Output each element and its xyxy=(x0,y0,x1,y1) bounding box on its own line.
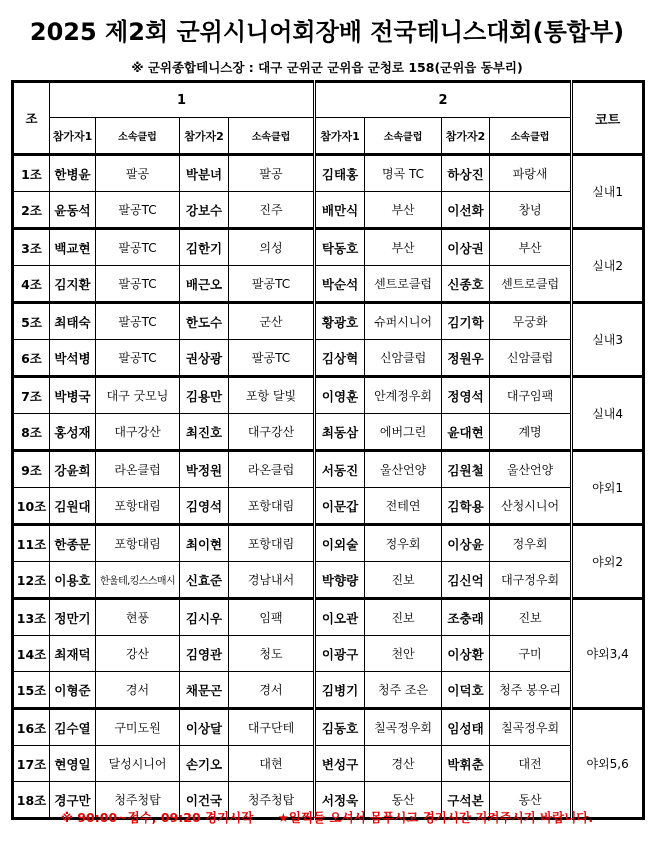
club2-g2: 칠곡정우회 xyxy=(490,709,572,746)
club1-g1: 포항대림 xyxy=(96,525,180,562)
player2-g2: 하상진 xyxy=(442,155,490,192)
player1-g1: 김원대 xyxy=(50,488,96,525)
header-club2-g2: 소속클럽 xyxy=(490,118,572,155)
club1-g1: 청주청탑 xyxy=(96,782,180,819)
club2-g2: 부산 xyxy=(490,229,572,266)
table-row xyxy=(13,525,644,562)
club2-g1: 청도 xyxy=(229,636,315,672)
club1-g2: 정우회 xyxy=(365,525,442,562)
group-number: 14조 xyxy=(13,636,50,672)
court-assignment: 실내3 xyxy=(572,303,644,377)
player1-g2: 이외술 xyxy=(315,525,365,562)
table-row xyxy=(13,562,644,599)
club2-g1: 의성 xyxy=(229,229,315,266)
player1-g2: 이문갑 xyxy=(315,488,365,525)
player2-g1: 김영관 xyxy=(180,636,229,672)
club1-g1: 팔공 xyxy=(96,155,180,192)
player1-g2: 김동호 xyxy=(315,709,365,746)
player1-g2: 박향량 xyxy=(315,562,365,599)
club1-g2: 센트로클럽 xyxy=(365,266,442,303)
club2-g1: 청주청탑 xyxy=(229,782,315,819)
player1-g2: 최동삼 xyxy=(315,414,365,451)
club1-g1: 팔공TC xyxy=(96,266,180,303)
court-assignment: 야외3,4 xyxy=(572,599,644,709)
club1-g2: 부산 xyxy=(365,229,442,266)
group-number: 16조 xyxy=(13,709,50,746)
club1-g1: 팔공TC xyxy=(96,303,180,340)
group-number: 17조 xyxy=(13,746,50,782)
player2-g1: 김영석 xyxy=(180,488,229,525)
club1-g2: 진보 xyxy=(365,599,442,636)
player2-g2: 이상환 xyxy=(442,636,490,672)
venue-subtitle: ※ 군위종합테니스장 : 대구 군위군 군위읍 군청로 158(군위읍 동부리) xyxy=(131,60,523,75)
player1-g2: 서정욱 xyxy=(315,782,365,819)
club1-g1: 팔공TC xyxy=(96,192,180,229)
club1-g1: 현풍 xyxy=(96,599,180,636)
table-row xyxy=(13,746,644,782)
club2-g2: 동산 xyxy=(490,782,572,819)
group-number: 12조 xyxy=(13,562,50,599)
header-group-2: 2 xyxy=(315,82,572,118)
club2-g2: 구미 xyxy=(490,636,572,672)
group-number: 6조 xyxy=(13,340,50,377)
club1-g1: 대구강산 xyxy=(96,414,180,451)
club1-g1: 경서 xyxy=(96,672,180,709)
player1-g1: 박석병 xyxy=(50,340,96,377)
club1-g2: 진보 xyxy=(365,562,442,599)
footer-notice xyxy=(0,808,654,826)
player1-g1: 윤동석 xyxy=(50,192,96,229)
header-player1-g2: 참가자1 xyxy=(315,118,365,155)
club1-g2: 안계정우회 xyxy=(365,377,442,414)
player1-g2: 김상혁 xyxy=(315,340,365,377)
club2-g1: 팔공TC xyxy=(229,266,315,303)
club2-g2: 청주 봉우리 xyxy=(490,672,572,709)
player2-g2: 이덕호 xyxy=(442,672,490,709)
player1-g1: 경구만 xyxy=(50,782,96,819)
player1-g1: 최태숙 xyxy=(50,303,96,340)
player2-g2: 구석본 xyxy=(442,782,490,819)
group-number: 1조 xyxy=(13,155,50,192)
club2-g1: 포항대림 xyxy=(229,488,315,525)
player2-g1: 이건국 xyxy=(180,782,229,819)
header-player1-g1: 참가자1 xyxy=(50,118,96,155)
player2-g1: 권상광 xyxy=(180,340,229,377)
table-row xyxy=(13,414,644,451)
club2-g2: 계명 xyxy=(490,414,572,451)
player2-g1: 한도수 xyxy=(180,303,229,340)
group-number: 9조 xyxy=(13,451,50,488)
club2-g2: 대전 xyxy=(490,746,572,782)
header-jo: 조 xyxy=(13,82,50,155)
footer-request: ★일찍들 오셔서 몸푸시고 경기시간 지켜주시기 바랍니다. xyxy=(277,810,594,825)
club1-g2: 울산언양 xyxy=(365,451,442,488)
club1-g2: 칠곡정우회 xyxy=(365,709,442,746)
table-row xyxy=(13,266,644,303)
player1-g1: 한병윤 xyxy=(50,155,96,192)
club1-g2: 슈퍼시니어 xyxy=(365,303,442,340)
page-title: 2025 제2회 군위시니어회장배 전국테니스대회(통합부) xyxy=(29,18,625,46)
player2-g1: 김한기 xyxy=(180,229,229,266)
player2-g2: 김원철 xyxy=(442,451,490,488)
player2-g1: 손기오 xyxy=(180,746,229,782)
club1-g2: 에버그린 xyxy=(365,414,442,451)
club2-g1: 경서 xyxy=(229,672,315,709)
club2-g2: 대구정우회 xyxy=(490,562,572,599)
player1-g2: 박순석 xyxy=(315,266,365,303)
header-court: 코트 xyxy=(572,82,644,155)
club1-g1: 라온클럽 xyxy=(96,451,180,488)
player1-g2: 변성구 xyxy=(315,746,365,782)
court-assignment: 실내1 xyxy=(572,155,644,229)
club1-g2: 천안 xyxy=(365,636,442,672)
player2-g1: 최이현 xyxy=(180,525,229,562)
player1-g2: 서동진 xyxy=(315,451,365,488)
court-assignment: 야외5,6 xyxy=(572,709,644,819)
player2-g1: 이상달 xyxy=(180,709,229,746)
table-row xyxy=(13,377,644,414)
player1-g1: 박병국 xyxy=(50,377,96,414)
table-row xyxy=(13,636,644,672)
player1-g2: 배만식 xyxy=(315,192,365,229)
club1-g1: 포항대림 xyxy=(96,488,180,525)
header-club2-g1: 소속클럽 xyxy=(229,118,315,155)
group-number: 4조 xyxy=(13,266,50,303)
club1-g1: 달성시니어 xyxy=(96,746,180,782)
header-player2-g2: 참가자2 xyxy=(442,118,490,155)
table-row xyxy=(13,599,644,636)
club2-g2: 신암클럽 xyxy=(490,340,572,377)
player2-g1: 최진호 xyxy=(180,414,229,451)
footer-schedule: ※ 90:00~접수, 09:20 경기시작 xyxy=(60,810,254,825)
player1-g1: 한종문 xyxy=(50,525,96,562)
club2-g2: 센트로클럽 xyxy=(490,266,572,303)
court-assignment: 실내4 xyxy=(572,377,644,451)
club2-g2: 울산언양 xyxy=(490,451,572,488)
player2-g1: 채문곤 xyxy=(180,672,229,709)
player1-g1: 현영일 xyxy=(50,746,96,782)
table-row xyxy=(13,488,644,525)
club2-g2: 무궁화 xyxy=(490,303,572,340)
group-number: 5조 xyxy=(13,303,50,340)
court-assignment: 야외2 xyxy=(572,525,644,599)
group-number: 8조 xyxy=(13,414,50,451)
player1-g1: 강윤희 xyxy=(50,451,96,488)
player1-g2: 김병기 xyxy=(315,672,365,709)
club1-g1: 팔공TC xyxy=(96,229,180,266)
player2-g1: 김용만 xyxy=(180,377,229,414)
group-number: 3조 xyxy=(13,229,50,266)
player1-g2: 황광호 xyxy=(315,303,365,340)
group-number: 13조 xyxy=(13,599,50,636)
player1-g1: 김지환 xyxy=(50,266,96,303)
player1-g2: 탁동호 xyxy=(315,229,365,266)
club1-g1: 구미도원 xyxy=(96,709,180,746)
club1-g2: 명곡 TC xyxy=(365,155,442,192)
player2-g2: 박휘춘 xyxy=(442,746,490,782)
club2-g2: 파랑새 xyxy=(490,155,572,192)
player1-g1: 이형준 xyxy=(50,672,96,709)
player2-g1: 배근오 xyxy=(180,266,229,303)
table-row xyxy=(13,192,644,229)
club2-g1: 라온클럽 xyxy=(229,451,315,488)
club2-g1: 팔공TC xyxy=(229,340,315,377)
table-row xyxy=(13,709,644,746)
club1-g2: 전테연 xyxy=(365,488,442,525)
group-number: 7조 xyxy=(13,377,50,414)
club1-g2: 신암클럽 xyxy=(365,340,442,377)
player1-g2: 이오관 xyxy=(315,599,365,636)
group-number: 2조 xyxy=(13,192,50,229)
player1-g2: 이영훈 xyxy=(315,377,365,414)
player2-g2: 이상윤 xyxy=(442,525,490,562)
club1-g1: 팔공TC xyxy=(96,340,180,377)
player1-g1: 백교현 xyxy=(50,229,96,266)
player2-g2: 정원우 xyxy=(442,340,490,377)
table-row xyxy=(13,155,644,192)
player1-g1: 이용호 xyxy=(50,562,96,599)
player2-g2: 윤대현 xyxy=(442,414,490,451)
club1-g1: 한울테,킹스스매시 xyxy=(96,562,180,599)
table-row xyxy=(13,672,644,709)
club2-g1: 팔공 xyxy=(229,155,315,192)
club2-g2: 산청시니어 xyxy=(490,488,572,525)
club2-g1: 대구단테 xyxy=(229,709,315,746)
player2-g2: 김기학 xyxy=(442,303,490,340)
player2-g2: 이선화 xyxy=(442,192,490,229)
club2-g2: 정우회 xyxy=(490,525,572,562)
club2-g1: 포항대림 xyxy=(229,525,315,562)
player2-g1: 김시우 xyxy=(180,599,229,636)
club2-g1: 임팩 xyxy=(229,599,315,636)
club2-g1: 대구강산 xyxy=(229,414,315,451)
table-row xyxy=(13,451,644,488)
player2-g2: 김신억 xyxy=(442,562,490,599)
player2-g2: 임성태 xyxy=(442,709,490,746)
club1-g2: 부산 xyxy=(365,192,442,229)
header-club1-g1: 소속클럽 xyxy=(96,118,180,155)
group-number: 18조 xyxy=(13,782,50,819)
header-group-1: 1 xyxy=(50,82,315,118)
club2-g2: 진보 xyxy=(490,599,572,636)
group-number: 15조 xyxy=(13,672,50,709)
table-row xyxy=(13,303,644,340)
header-player2-g1: 참가자2 xyxy=(180,118,229,155)
club2-g1: 포항 달빛 xyxy=(229,377,315,414)
player2-g2: 조충래 xyxy=(442,599,490,636)
draw-table xyxy=(11,80,645,820)
player1-g1: 김수열 xyxy=(50,709,96,746)
club1-g2: 경산 xyxy=(365,746,442,782)
player2-g1: 강보수 xyxy=(180,192,229,229)
player2-g1: 박정원 xyxy=(180,451,229,488)
player1-g1: 정만기 xyxy=(50,599,96,636)
group-number: 11조 xyxy=(13,525,50,562)
player1-g2: 김태홍 xyxy=(315,155,365,192)
club2-g1: 경남내서 xyxy=(229,562,315,599)
player2-g1: 박분녀 xyxy=(180,155,229,192)
club2-g1: 진주 xyxy=(229,192,315,229)
header-club1-g2: 소속클럽 xyxy=(365,118,442,155)
group-number: 10조 xyxy=(13,488,50,525)
player2-g2: 이상권 xyxy=(442,229,490,266)
player2-g2: 신종호 xyxy=(442,266,490,303)
table-row xyxy=(13,340,644,377)
player2-g1: 신효준 xyxy=(180,562,229,599)
player2-g2: 정영석 xyxy=(442,377,490,414)
table-row xyxy=(13,229,644,266)
club1-g2: 동산 xyxy=(365,782,442,819)
player1-g1: 홍성재 xyxy=(50,414,96,451)
club2-g2: 대구임팩 xyxy=(490,377,572,414)
player2-g2: 김학용 xyxy=(442,488,490,525)
club2-g1: 대현 xyxy=(229,746,315,782)
club2-g1: 군산 xyxy=(229,303,315,340)
club1-g1: 강산 xyxy=(96,636,180,672)
player1-g2: 이광구 xyxy=(315,636,365,672)
club1-g1: 대구 굿모닝 xyxy=(96,377,180,414)
court-assignment: 야외1 xyxy=(572,451,644,525)
court-assignment: 실내2 xyxy=(572,229,644,303)
player1-g1: 최재덕 xyxy=(50,636,96,672)
club2-g2: 창녕 xyxy=(490,192,572,229)
club1-g2: 청주 조은 xyxy=(365,672,442,709)
